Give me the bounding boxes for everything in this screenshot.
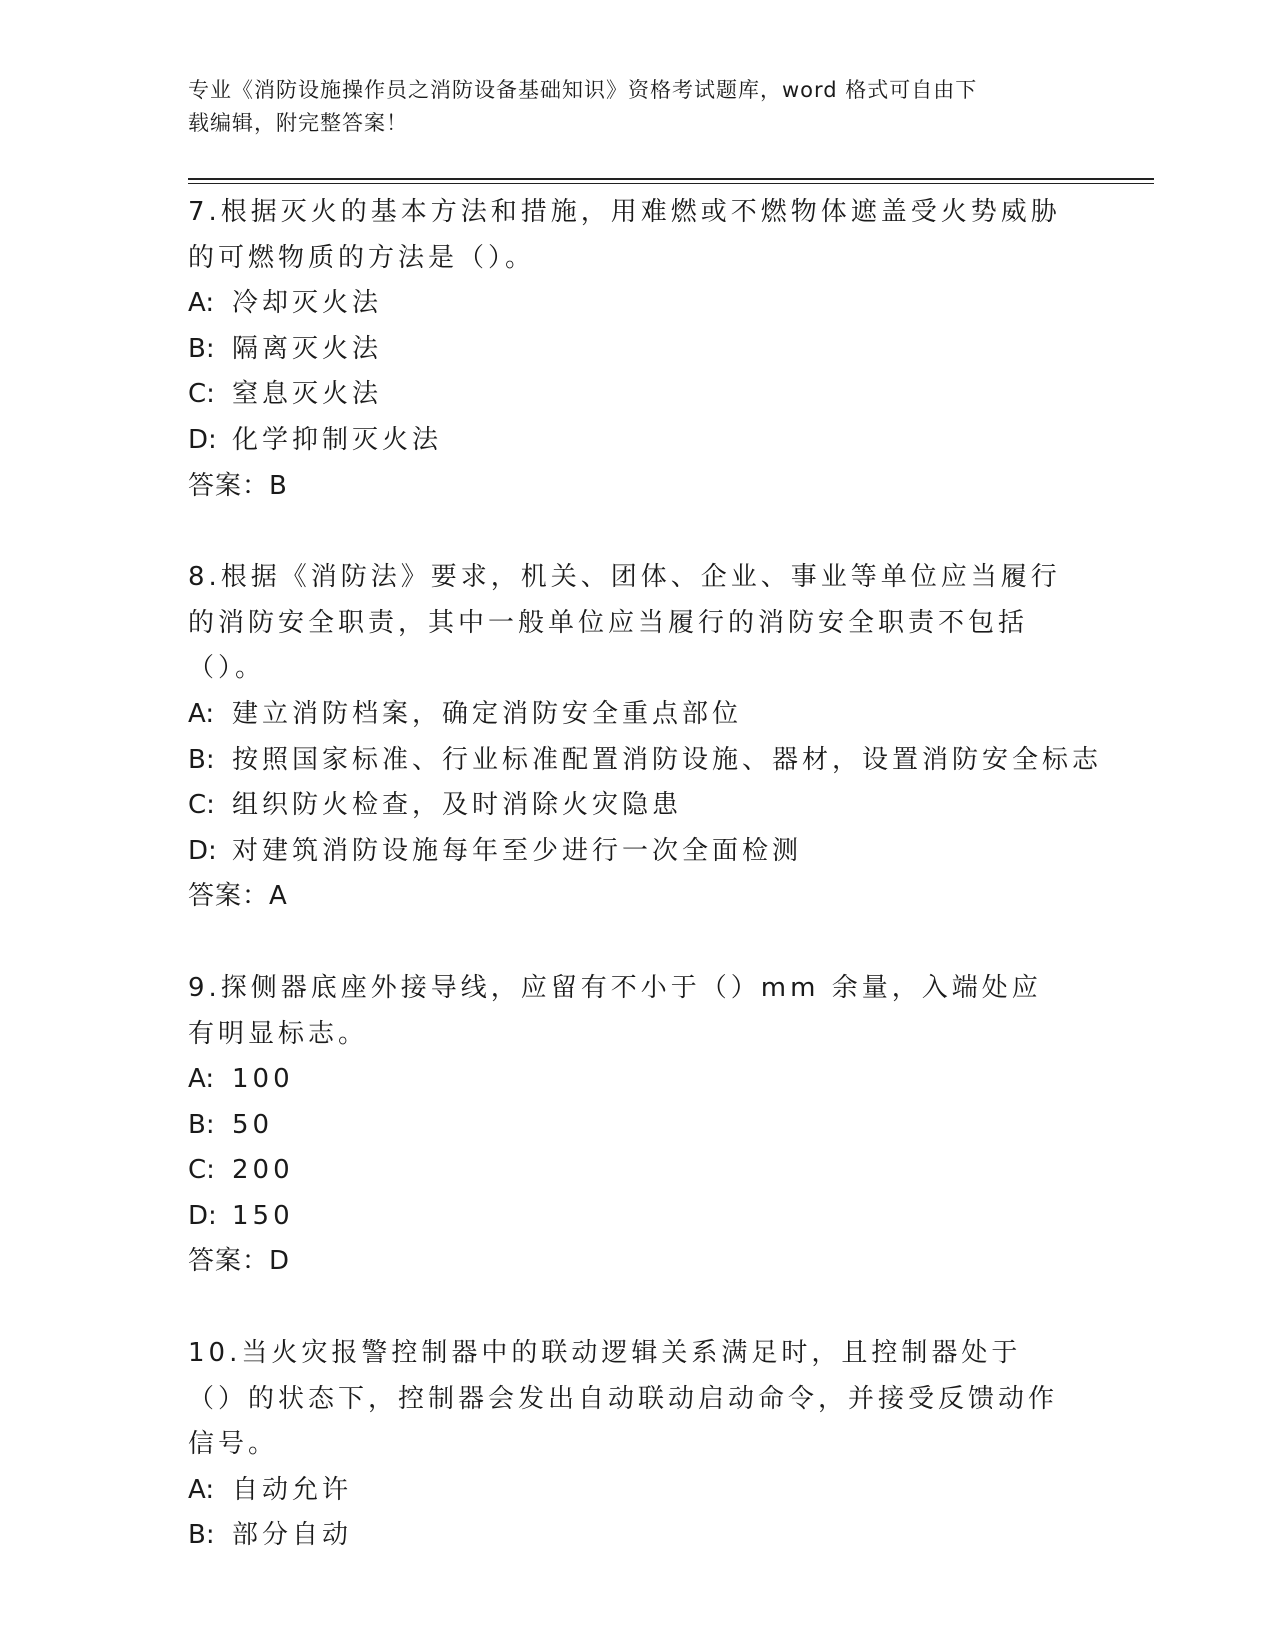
answer-line: 答案：B: [188, 470, 288, 501]
option-text: 50: [232, 1109, 274, 1140]
option-text: 化学抑制灭火法: [232, 424, 443, 455]
option-text: 对建筑消防设施每年至少进行一次全面检测: [232, 835, 803, 866]
option-a: [188, 281, 1088, 327]
question-text: 7.根据灭火的基本方法和措施，用难燃或不燃物体遮盖受火势威胁的可燃物质的方法是（）。: [188, 197, 1061, 273]
header-divider-thin: [188, 183, 1154, 184]
question-8: [188, 555, 1103, 920]
question-text: 9.探侧器底座外接导线，应留有不小于（）mm 余量，入端处应有明显标志。: [188, 972, 1042, 1049]
option-text: 100: [232, 1064, 294, 1095]
option-b: [188, 327, 1088, 373]
option-text: 按照国家标准、行业标准配置消防设施、器材，设置消防安全标志: [232, 744, 1103, 775]
option-key: B:: [188, 744, 215, 775]
option-key: C:: [188, 790, 215, 821]
option-key: B:: [188, 333, 215, 364]
document-header: [188, 74, 1068, 140]
answer-line: 答案：A: [188, 881, 288, 912]
option-b: [188, 738, 1103, 784]
option-text: 隔离灭火法: [232, 333, 383, 364]
option-key: D:: [188, 1200, 217, 1231]
option-d: [188, 1194, 1088, 1240]
option-text: 组织防火检查，及时消除火灾隐患: [232, 790, 683, 821]
option-d: [188, 829, 1088, 875]
option-a: [188, 1057, 1088, 1103]
question-7: [188, 190, 1088, 509]
header-line-2: 载编辑，附完整答案！: [188, 111, 408, 135]
option-c: [188, 783, 1088, 829]
option-key: D:: [188, 835, 217, 866]
question-text: 10.当火灾报警控制器中的联动逻辑关系满足时，且控制器处于（）的状态下，控制器会发出自动联动启动命令，并接受反馈动作信号。: [188, 1338, 1059, 1460]
option-key: B:: [188, 1520, 215, 1551]
option-a: [188, 692, 1088, 738]
option-a: [188, 1468, 1088, 1514]
option-text: 150: [232, 1200, 294, 1231]
option-text: 自动允许: [232, 1474, 353, 1505]
option-text: 窒息灭火法: [232, 379, 383, 410]
answer-line: 答案：D: [188, 1246, 291, 1277]
option-text: 冷却灭火法: [232, 288, 383, 319]
option-b: [188, 1513, 1088, 1559]
option-b: [188, 1103, 1088, 1149]
option-text: 200: [232, 1155, 294, 1186]
question-10: [188, 1331, 1088, 1559]
question-list: [188, 190, 1103, 1605]
question-text: 8.根据《消防法》要求，机关、团体、企业、事业等单位应当履行的消防安全职责，其中一般单位应当履行的消防安全职责不包括（）。: [188, 562, 1061, 684]
option-key: C:: [188, 379, 215, 410]
option-c: [188, 1148, 1088, 1194]
option-d: [188, 418, 1088, 464]
header-divider-thick: [188, 178, 1154, 180]
header-line-1: 专业《消防设施操作员之消防设备基础知识》资格考试题库，word 格式可自由下: [188, 78, 978, 102]
option-key: A:: [188, 1064, 215, 1095]
option-key: A:: [188, 1474, 215, 1505]
option-key: C:: [188, 1155, 215, 1186]
option-text: 建立消防档案，确定消防安全重点部位: [232, 698, 743, 729]
option-key: A:: [188, 698, 215, 729]
option-key: D:: [188, 424, 217, 455]
option-key: B:: [188, 1109, 215, 1140]
option-c: [188, 372, 1088, 418]
option-text: 部分自动: [232, 1520, 353, 1551]
question-9: [188, 966, 1088, 1285]
option-key: A:: [188, 288, 215, 319]
